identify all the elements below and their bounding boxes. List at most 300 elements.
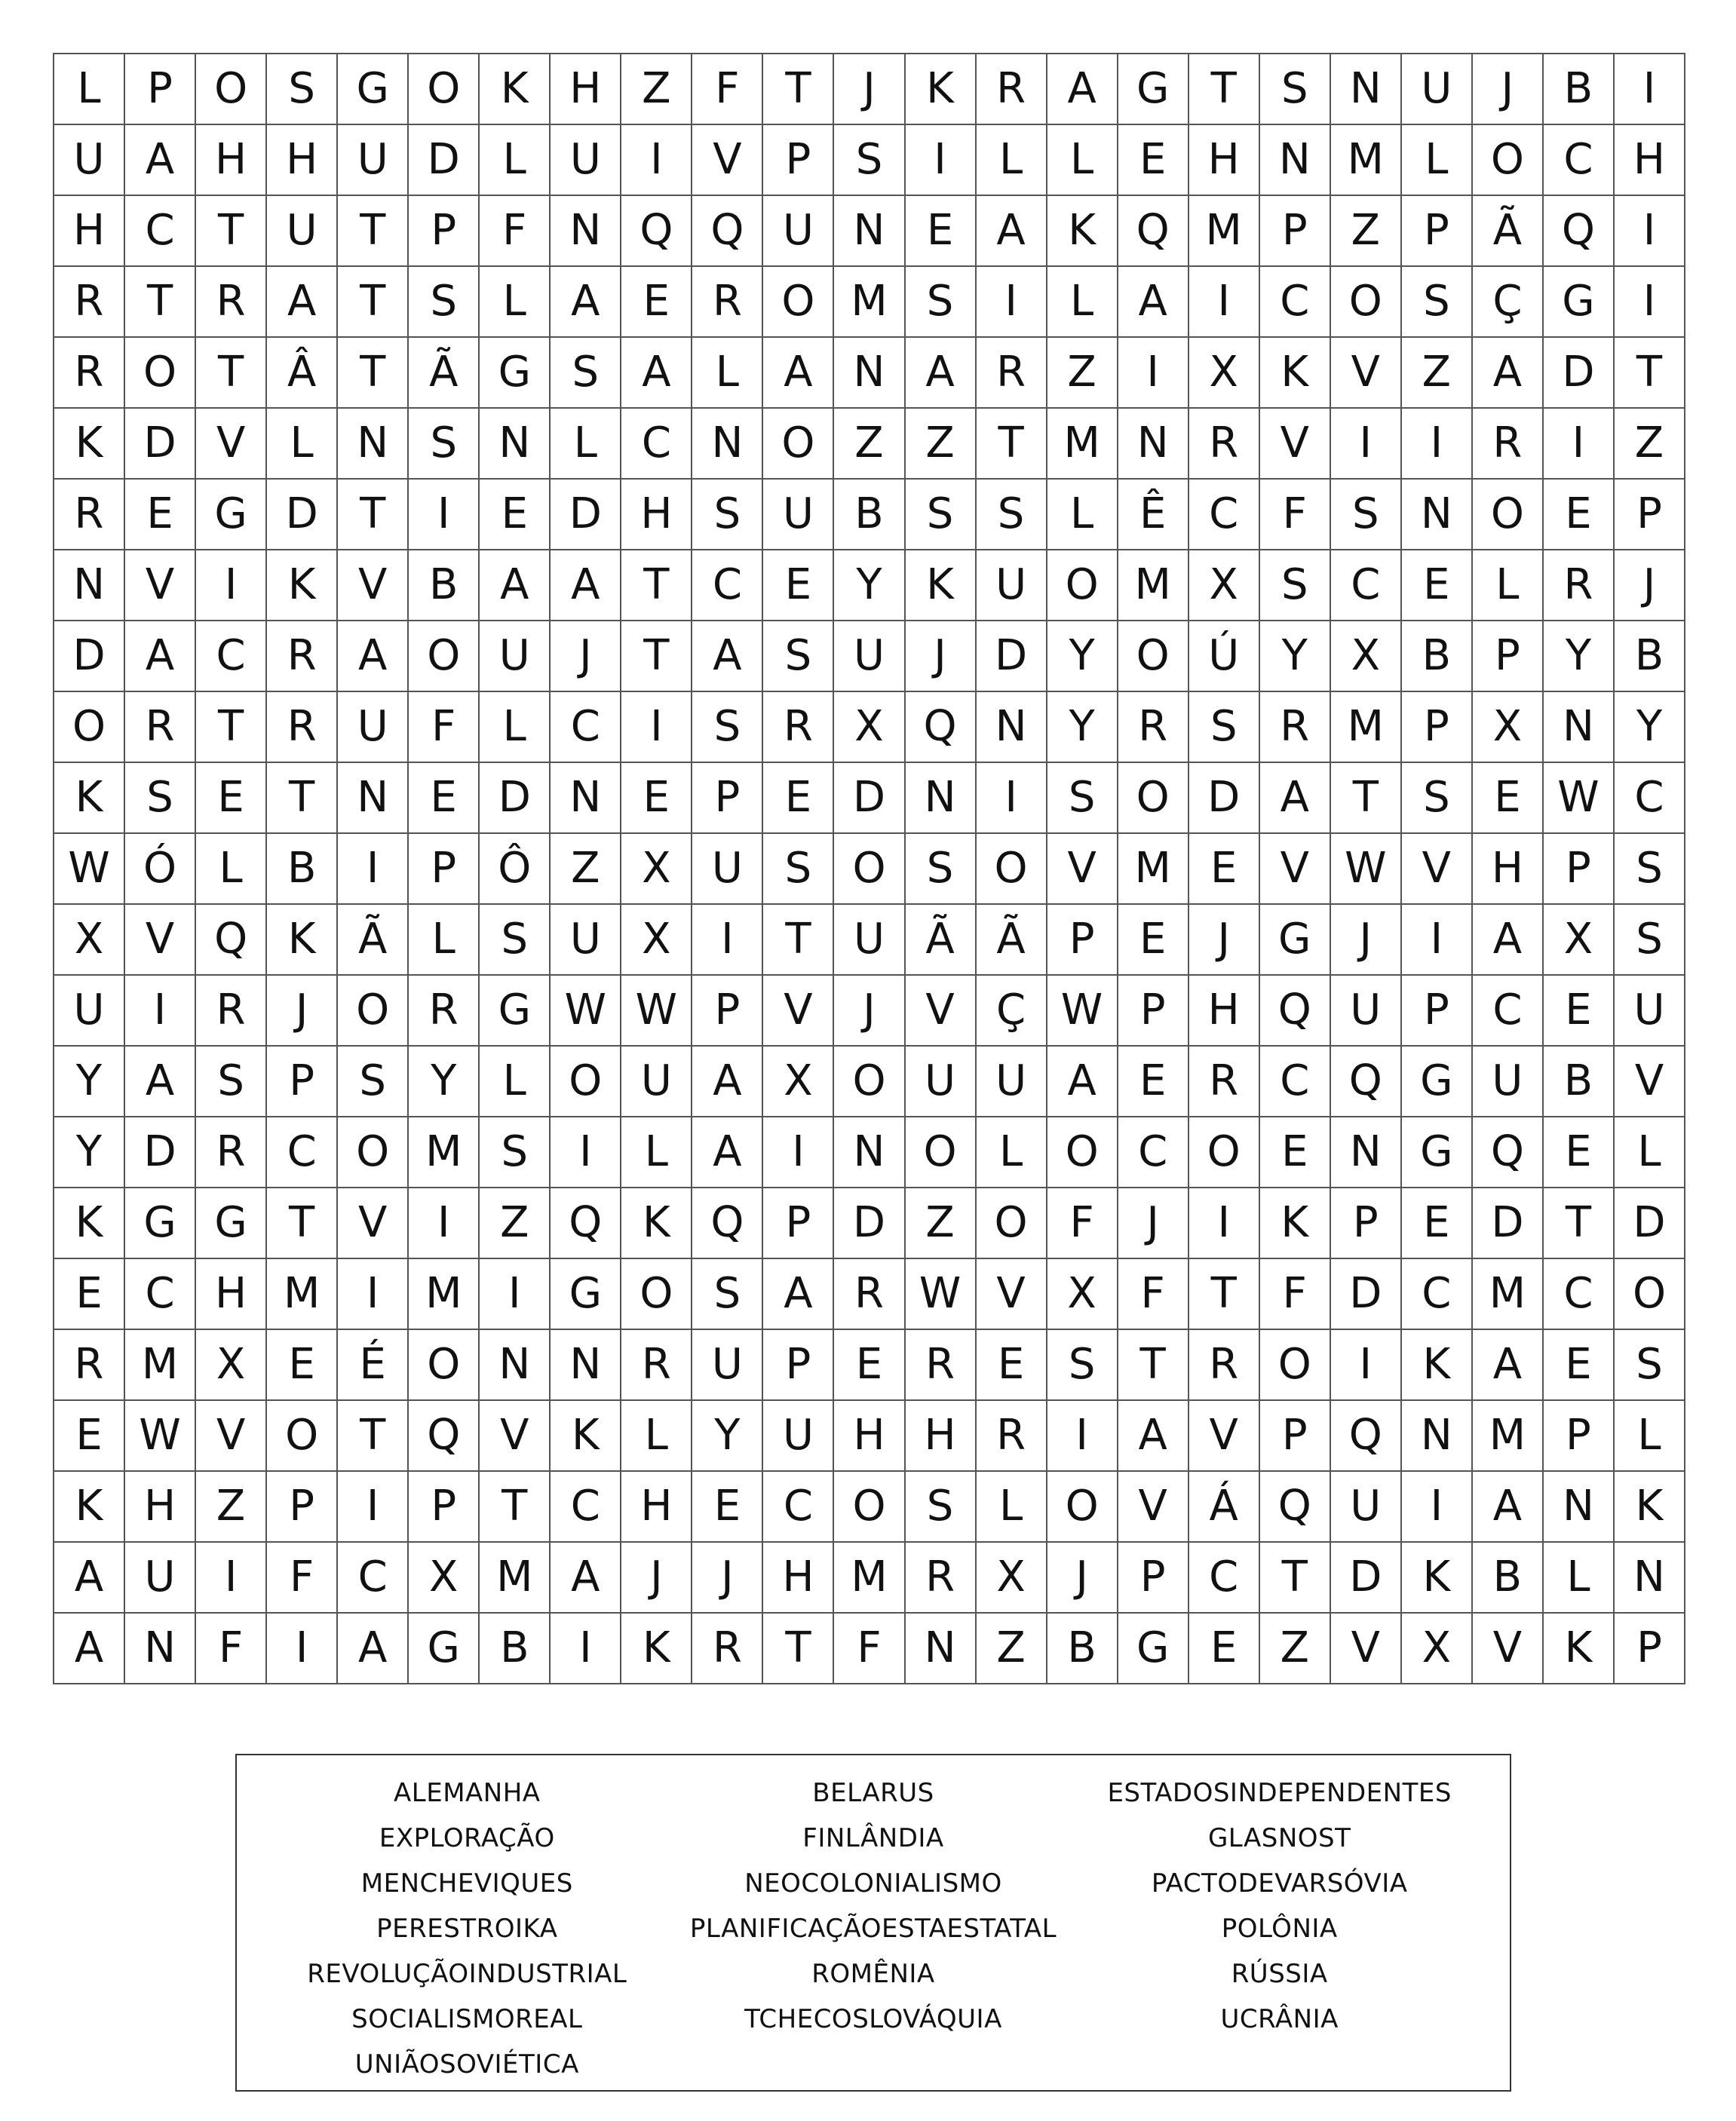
grid-cell[interactable]: A bbox=[125, 621, 196, 692]
grid-cell[interactable]: T bbox=[1118, 1330, 1189, 1401]
grid-cell[interactable]: N bbox=[480, 1330, 551, 1401]
grid-cell[interactable]: O bbox=[977, 834, 1047, 905]
grid-cell[interactable]: L bbox=[692, 338, 763, 409]
grid-cell[interactable]: T bbox=[338, 338, 409, 409]
grid-cell[interactable]: V bbox=[763, 976, 834, 1047]
grid-cell[interactable]: T bbox=[196, 338, 267, 409]
grid-cell[interactable]: D bbox=[1189, 763, 1260, 834]
grid-cell[interactable]: N bbox=[480, 409, 551, 480]
grid-cell[interactable]: O bbox=[1047, 550, 1118, 621]
grid-cell[interactable]: P bbox=[267, 1472, 338, 1543]
grid-cell[interactable]: C bbox=[692, 550, 763, 621]
grid-cell[interactable]: U bbox=[763, 480, 834, 550]
grid-cell[interactable]: Ã bbox=[409, 338, 480, 409]
grid-cell[interactable]: L bbox=[1473, 550, 1544, 621]
grid-cell[interactable]: I bbox=[338, 834, 409, 905]
grid-cell[interactable]: J bbox=[906, 621, 977, 692]
grid-cell[interactable]: H bbox=[196, 1259, 267, 1330]
grid-cell[interactable]: T bbox=[763, 905, 834, 976]
grid-cell[interactable]: X bbox=[621, 905, 692, 976]
grid-cell[interactable]: N bbox=[906, 763, 977, 834]
grid-cell[interactable]: A bbox=[54, 1614, 125, 1684]
grid-cell[interactable]: N bbox=[906, 1614, 977, 1684]
grid-cell[interactable]: Y bbox=[834, 550, 905, 621]
grid-cell[interactable]: G bbox=[1118, 54, 1189, 125]
grid-cell[interactable]: C bbox=[1402, 1259, 1473, 1330]
grid-cell[interactable]: S bbox=[906, 267, 977, 338]
grid-cell[interactable]: J bbox=[1189, 905, 1260, 976]
grid-cell[interactable]: S bbox=[763, 621, 834, 692]
grid-cell[interactable]: U bbox=[763, 196, 834, 267]
grid-cell[interactable]: S bbox=[338, 1047, 409, 1117]
grid-cell[interactable]: U bbox=[480, 621, 551, 692]
grid-cell[interactable]: T bbox=[621, 621, 692, 692]
grid-cell[interactable]: N bbox=[1331, 1117, 1402, 1188]
grid-cell[interactable]: O bbox=[834, 1047, 905, 1117]
grid-cell[interactable]: M bbox=[1331, 125, 1402, 196]
grid-cell[interactable]: I bbox=[1331, 409, 1402, 480]
grid-cell[interactable]: K bbox=[551, 1401, 621, 1472]
grid-cell[interactable]: Q bbox=[1331, 1047, 1402, 1117]
grid-cell[interactable]: G bbox=[196, 1188, 267, 1259]
grid-cell[interactable]: G bbox=[1402, 1117, 1473, 1188]
grid-cell[interactable]: O bbox=[1047, 1117, 1118, 1188]
grid-cell[interactable]: A bbox=[1473, 338, 1544, 409]
grid-cell[interactable]: P bbox=[1118, 1543, 1189, 1614]
grid-cell[interactable]: R bbox=[54, 338, 125, 409]
grid-cell[interactable]: L bbox=[1402, 125, 1473, 196]
grid-cell[interactable]: F bbox=[1260, 1259, 1331, 1330]
grid-cell[interactable]: Z bbox=[480, 1188, 551, 1259]
grid-cell[interactable]: X bbox=[196, 1330, 267, 1401]
grid-cell[interactable]: V bbox=[977, 1259, 1047, 1330]
grid-cell[interactable]: C bbox=[1189, 1543, 1260, 1614]
grid-cell[interactable]: B bbox=[1615, 621, 1685, 692]
grid-cell[interactable]: T bbox=[763, 54, 834, 125]
grid-cell[interactable]: J bbox=[621, 1543, 692, 1614]
grid-cell[interactable]: I bbox=[1615, 54, 1685, 125]
grid-cell[interactable]: Q bbox=[1544, 196, 1615, 267]
grid-cell[interactable]: X bbox=[1189, 550, 1260, 621]
grid-cell[interactable]: Ú bbox=[1189, 621, 1260, 692]
grid-cell[interactable]: Z bbox=[1331, 196, 1402, 267]
grid-cell[interactable]: Z bbox=[977, 1614, 1047, 1684]
grid-cell[interactable]: K bbox=[621, 1188, 692, 1259]
grid-cell[interactable]: G bbox=[480, 976, 551, 1047]
grid-cell[interactable]: U bbox=[125, 1543, 196, 1614]
grid-cell[interactable]: B bbox=[834, 480, 905, 550]
grid-cell[interactable]: T bbox=[338, 267, 409, 338]
grid-cell[interactable]: I bbox=[906, 125, 977, 196]
grid-cell[interactable]: D bbox=[409, 125, 480, 196]
grid-cell[interactable]: G bbox=[480, 338, 551, 409]
grid-cell[interactable]: E bbox=[54, 1259, 125, 1330]
grid-cell[interactable]: P bbox=[409, 196, 480, 267]
grid-cell[interactable]: R bbox=[1189, 1330, 1260, 1401]
grid-cell[interactable]: K bbox=[1260, 338, 1331, 409]
grid-cell[interactable]: B bbox=[1473, 1543, 1544, 1614]
grid-cell[interactable]: A bbox=[1473, 1330, 1544, 1401]
grid-cell[interactable]: V bbox=[125, 905, 196, 976]
grid-cell[interactable]: Ã bbox=[906, 905, 977, 976]
grid-cell[interactable]: D bbox=[267, 480, 338, 550]
grid-cell[interactable]: O bbox=[338, 976, 409, 1047]
grid-cell[interactable]: H bbox=[1189, 125, 1260, 196]
grid-cell[interactable]: T bbox=[1615, 338, 1685, 409]
grid-cell[interactable]: I bbox=[409, 480, 480, 550]
grid-cell[interactable]: N bbox=[1615, 1543, 1685, 1614]
grid-cell[interactable]: K bbox=[1615, 1472, 1685, 1543]
grid-cell[interactable]: H bbox=[1615, 125, 1685, 196]
grid-cell[interactable]: G bbox=[1118, 1614, 1189, 1684]
grid-cell[interactable]: N bbox=[54, 550, 125, 621]
grid-cell[interactable]: I bbox=[1402, 409, 1473, 480]
grid-cell[interactable]: G bbox=[1544, 267, 1615, 338]
grid-cell[interactable]: V bbox=[1331, 1614, 1402, 1684]
grid-cell[interactable]: U bbox=[692, 834, 763, 905]
grid-cell[interactable]: S bbox=[480, 1117, 551, 1188]
grid-cell[interactable]: C bbox=[338, 1543, 409, 1614]
grid-cell[interactable]: I bbox=[1047, 1401, 1118, 1472]
grid-cell[interactable]: A bbox=[692, 621, 763, 692]
grid-cell[interactable]: S bbox=[1260, 54, 1331, 125]
grid-cell[interactable]: L bbox=[1047, 480, 1118, 550]
grid-cell[interactable]: J bbox=[267, 976, 338, 1047]
grid-cell[interactable]: A bbox=[54, 1543, 125, 1614]
grid-cell[interactable]: E bbox=[54, 1401, 125, 1472]
grid-cell[interactable]: K bbox=[1402, 1330, 1473, 1401]
grid-cell[interactable]: V bbox=[125, 550, 196, 621]
grid-cell[interactable]: H bbox=[1473, 834, 1544, 905]
grid-cell[interactable]: E bbox=[480, 480, 551, 550]
grid-cell[interactable]: Q bbox=[692, 196, 763, 267]
grid-cell[interactable]: F bbox=[692, 54, 763, 125]
grid-cell[interactable]: P bbox=[692, 976, 763, 1047]
grid-cell[interactable]: A bbox=[338, 1614, 409, 1684]
grid-cell[interactable]: X bbox=[1544, 905, 1615, 976]
grid-cell[interactable]: V bbox=[1331, 338, 1402, 409]
grid-cell[interactable]: O bbox=[1331, 267, 1402, 338]
grid-cell[interactable]: F bbox=[409, 692, 480, 763]
grid-cell[interactable]: R bbox=[196, 1117, 267, 1188]
grid-cell[interactable]: L bbox=[409, 905, 480, 976]
grid-cell[interactable]: F bbox=[834, 1614, 905, 1684]
grid-cell[interactable]: Y bbox=[54, 1047, 125, 1117]
grid-cell[interactable]: S bbox=[1615, 1330, 1685, 1401]
grid-cell[interactable]: M bbox=[834, 267, 905, 338]
grid-cell[interactable]: F bbox=[267, 1543, 338, 1614]
grid-cell[interactable]: H bbox=[267, 125, 338, 196]
grid-cell[interactable]: I bbox=[621, 692, 692, 763]
grid-cell[interactable]: Z bbox=[834, 409, 905, 480]
grid-cell[interactable]: M bbox=[480, 1543, 551, 1614]
grid-cell[interactable]: E bbox=[1189, 834, 1260, 905]
grid-cell[interactable]: X bbox=[1331, 621, 1402, 692]
grid-cell[interactable]: B bbox=[409, 550, 480, 621]
grid-cell[interactable]: K bbox=[267, 550, 338, 621]
grid-cell[interactable]: H bbox=[834, 1401, 905, 1472]
grid-cell[interactable]: S bbox=[1402, 267, 1473, 338]
grid-cell[interactable]: N bbox=[551, 196, 621, 267]
grid-cell[interactable]: P bbox=[1331, 1188, 1402, 1259]
grid-cell[interactable]: R bbox=[1189, 1047, 1260, 1117]
grid-cell[interactable]: L bbox=[621, 1117, 692, 1188]
grid-cell[interactable]: L bbox=[480, 267, 551, 338]
grid-cell[interactable]: R bbox=[267, 692, 338, 763]
grid-cell[interactable]: G bbox=[338, 54, 409, 125]
grid-cell[interactable]: U bbox=[763, 1401, 834, 1472]
grid-cell[interactable]: O bbox=[1047, 1472, 1118, 1543]
grid-cell[interactable]: T bbox=[267, 1188, 338, 1259]
grid-cell[interactable]: V bbox=[338, 550, 409, 621]
grid-cell[interactable]: G bbox=[196, 480, 267, 550]
grid-cell[interactable]: E bbox=[906, 196, 977, 267]
grid-cell[interactable]: K bbox=[906, 550, 977, 621]
grid-cell[interactable]: T bbox=[338, 480, 409, 550]
grid-cell[interactable]: R bbox=[906, 1330, 977, 1401]
grid-cell[interactable]: T bbox=[267, 763, 338, 834]
grid-cell[interactable]: G bbox=[1260, 905, 1331, 976]
grid-cell[interactable]: E bbox=[409, 763, 480, 834]
grid-cell[interactable]: E bbox=[125, 480, 196, 550]
grid-cell[interactable]: O bbox=[338, 1117, 409, 1188]
grid-cell[interactable]: M bbox=[267, 1259, 338, 1330]
grid-cell[interactable]: P bbox=[1047, 905, 1118, 976]
grid-cell[interactable]: H bbox=[621, 1472, 692, 1543]
grid-cell[interactable]: E bbox=[1402, 1188, 1473, 1259]
grid-cell[interactable]: U bbox=[338, 125, 409, 196]
grid-cell[interactable]: L bbox=[480, 1047, 551, 1117]
grid-cell[interactable]: X bbox=[834, 692, 905, 763]
grid-cell[interactable]: E bbox=[1544, 1330, 1615, 1401]
grid-cell[interactable]: R bbox=[906, 1543, 977, 1614]
grid-cell[interactable]: Ç bbox=[1473, 267, 1544, 338]
grid-cell[interactable]: I bbox=[1615, 196, 1685, 267]
grid-cell[interactable]: Q bbox=[409, 1401, 480, 1472]
grid-cell[interactable]: Ã bbox=[338, 905, 409, 976]
grid-cell[interactable]: I bbox=[409, 1188, 480, 1259]
grid-cell[interactable]: S bbox=[977, 480, 1047, 550]
grid-cell[interactable]: Q bbox=[1260, 1472, 1331, 1543]
grid-cell[interactable]: C bbox=[267, 1117, 338, 1188]
grid-cell[interactable]: P bbox=[1544, 1401, 1615, 1472]
grid-cell[interactable]: N bbox=[1544, 692, 1615, 763]
grid-cell[interactable]: V bbox=[1615, 1047, 1685, 1117]
grid-cell[interactable]: P bbox=[1615, 480, 1685, 550]
grid-cell[interactable]: S bbox=[1260, 550, 1331, 621]
grid-cell[interactable]: A bbox=[977, 196, 1047, 267]
grid-cell[interactable]: Q bbox=[1260, 976, 1331, 1047]
grid-cell[interactable]: H bbox=[54, 196, 125, 267]
grid-cell[interactable]: P bbox=[763, 125, 834, 196]
grid-cell[interactable]: R bbox=[1473, 409, 1544, 480]
grid-cell[interactable]: D bbox=[480, 763, 551, 834]
grid-cell[interactable]: Ó bbox=[125, 834, 196, 905]
grid-cell[interactable]: E bbox=[267, 1330, 338, 1401]
grid-cell[interactable]: O bbox=[409, 621, 480, 692]
grid-cell[interactable]: D bbox=[977, 621, 1047, 692]
grid-cell[interactable]: M bbox=[1473, 1259, 1544, 1330]
grid-cell[interactable]: T bbox=[1331, 763, 1402, 834]
grid-cell[interactable]: E bbox=[1402, 550, 1473, 621]
grid-cell[interactable]: O bbox=[1189, 1117, 1260, 1188]
grid-cell[interactable]: S bbox=[1331, 480, 1402, 550]
grid-cell[interactable]: R bbox=[621, 1330, 692, 1401]
grid-cell[interactable]: S bbox=[906, 1472, 977, 1543]
grid-cell[interactable]: E bbox=[1473, 763, 1544, 834]
grid-cell[interactable]: O bbox=[834, 1472, 905, 1543]
grid-cell[interactable]: V bbox=[1189, 1401, 1260, 1472]
grid-cell[interactable]: A bbox=[763, 338, 834, 409]
grid-cell[interactable]: I bbox=[977, 267, 1047, 338]
grid-cell[interactable]: O bbox=[1615, 1259, 1685, 1330]
grid-cell[interactable]: W bbox=[621, 976, 692, 1047]
grid-cell[interactable]: C bbox=[1189, 480, 1260, 550]
grid-cell[interactable]: W bbox=[125, 1401, 196, 1472]
grid-cell[interactable]: B bbox=[480, 1614, 551, 1684]
grid-cell[interactable]: U bbox=[977, 550, 1047, 621]
grid-cell[interactable]: I bbox=[1402, 1472, 1473, 1543]
grid-cell[interactable]: V bbox=[1118, 1472, 1189, 1543]
grid-cell[interactable]: I bbox=[1189, 267, 1260, 338]
grid-cell[interactable]: E bbox=[1118, 905, 1189, 976]
grid-cell[interactable]: M bbox=[1189, 196, 1260, 267]
grid-cell[interactable]: A bbox=[1260, 763, 1331, 834]
grid-cell[interactable]: O bbox=[267, 1401, 338, 1472]
grid-cell[interactable]: G bbox=[551, 1259, 621, 1330]
grid-cell[interactable]: U bbox=[834, 905, 905, 976]
grid-cell[interactable]: H bbox=[125, 1472, 196, 1543]
grid-cell[interactable]: K bbox=[480, 54, 551, 125]
grid-cell[interactable]: M bbox=[834, 1543, 905, 1614]
grid-cell[interactable]: P bbox=[409, 1472, 480, 1543]
grid-cell[interactable]: I bbox=[1402, 905, 1473, 976]
grid-cell[interactable]: G bbox=[125, 1188, 196, 1259]
grid-cell[interactable]: O bbox=[125, 338, 196, 409]
grid-cell[interactable]: L bbox=[480, 125, 551, 196]
grid-cell[interactable]: X bbox=[1402, 1614, 1473, 1684]
grid-cell[interactable]: V bbox=[1260, 409, 1331, 480]
grid-cell[interactable]: H bbox=[621, 480, 692, 550]
grid-cell[interactable]: D bbox=[1331, 1543, 1402, 1614]
grid-cell[interactable]: Z bbox=[906, 1188, 977, 1259]
grid-cell[interactable]: F bbox=[1260, 480, 1331, 550]
grid-cell[interactable]: V bbox=[1402, 834, 1473, 905]
grid-cell[interactable]: Y bbox=[409, 1047, 480, 1117]
grid-cell[interactable]: Ç bbox=[977, 976, 1047, 1047]
grid-cell[interactable]: T bbox=[338, 1401, 409, 1472]
grid-cell[interactable]: D bbox=[125, 409, 196, 480]
grid-cell[interactable]: B bbox=[1047, 1614, 1118, 1684]
grid-cell[interactable]: J bbox=[692, 1543, 763, 1614]
grid-cell[interactable]: T bbox=[480, 1472, 551, 1543]
grid-cell[interactable]: C bbox=[125, 196, 196, 267]
grid-cell[interactable]: R bbox=[1260, 692, 1331, 763]
grid-cell[interactable]: F bbox=[196, 1614, 267, 1684]
grid-cell[interactable]: J bbox=[834, 976, 905, 1047]
grid-cell[interactable]: X bbox=[763, 1047, 834, 1117]
grid-cell[interactable]: R bbox=[196, 267, 267, 338]
grid-cell[interactable]: S bbox=[125, 763, 196, 834]
grid-cell[interactable]: P bbox=[1473, 621, 1544, 692]
grid-cell[interactable]: S bbox=[551, 338, 621, 409]
grid-cell[interactable]: O bbox=[196, 54, 267, 125]
grid-cell[interactable]: A bbox=[1473, 905, 1544, 976]
grid-cell[interactable]: E bbox=[1118, 1047, 1189, 1117]
grid-cell[interactable]: C bbox=[551, 1472, 621, 1543]
grid-cell[interactable]: H bbox=[1189, 976, 1260, 1047]
grid-cell[interactable]: B bbox=[1402, 621, 1473, 692]
grid-cell[interactable]: A bbox=[1473, 1472, 1544, 1543]
grid-cell[interactable]: S bbox=[267, 54, 338, 125]
grid-cell[interactable]: Z bbox=[906, 409, 977, 480]
grid-cell[interactable]: E bbox=[763, 550, 834, 621]
grid-cell[interactable]: N bbox=[1402, 1401, 1473, 1472]
grid-cell[interactable]: C bbox=[1331, 550, 1402, 621]
grid-cell[interactable]: C bbox=[1260, 1047, 1331, 1117]
grid-cell[interactable]: E bbox=[621, 763, 692, 834]
grid-cell[interactable]: V bbox=[480, 1401, 551, 1472]
grid-cell[interactable]: U bbox=[551, 905, 621, 976]
grid-cell[interactable]: S bbox=[1615, 905, 1685, 976]
grid-cell[interactable]: Y bbox=[1615, 692, 1685, 763]
grid-cell[interactable]: J bbox=[834, 54, 905, 125]
grid-cell[interactable]: L bbox=[551, 409, 621, 480]
grid-cell[interactable]: S bbox=[763, 834, 834, 905]
grid-cell[interactable]: D bbox=[1544, 338, 1615, 409]
grid-cell[interactable]: I bbox=[196, 1543, 267, 1614]
grid-cell[interactable]: T bbox=[1189, 1259, 1260, 1330]
grid-cell[interactable]: E bbox=[834, 1330, 905, 1401]
grid-cell[interactable]: N bbox=[1402, 480, 1473, 550]
grid-cell[interactable]: H bbox=[763, 1543, 834, 1614]
grid-cell[interactable]: D bbox=[1331, 1259, 1402, 1330]
grid-cell[interactable]: K bbox=[54, 409, 125, 480]
grid-cell[interactable]: I bbox=[977, 763, 1047, 834]
grid-cell[interactable]: S bbox=[692, 480, 763, 550]
grid-cell[interactable]: W bbox=[1544, 763, 1615, 834]
grid-cell[interactable]: M bbox=[1118, 834, 1189, 905]
grid-cell[interactable]: D bbox=[54, 621, 125, 692]
grid-cell[interactable]: N bbox=[1118, 409, 1189, 480]
grid-cell[interactable]: L bbox=[54, 54, 125, 125]
grid-cell[interactable]: N bbox=[834, 1117, 905, 1188]
grid-cell[interactable]: Q bbox=[196, 905, 267, 976]
grid-cell[interactable]: I bbox=[692, 905, 763, 976]
grid-cell[interactable]: C bbox=[196, 621, 267, 692]
grid-cell[interactable]: P bbox=[1118, 976, 1189, 1047]
grid-cell[interactable]: V bbox=[1260, 834, 1331, 905]
grid-cell[interactable]: R bbox=[409, 976, 480, 1047]
grid-cell[interactable]: K bbox=[1544, 1614, 1615, 1684]
grid-cell[interactable]: R bbox=[196, 976, 267, 1047]
grid-cell[interactable]: E bbox=[1118, 125, 1189, 196]
grid-cell[interactable]: U bbox=[338, 692, 409, 763]
grid-cell[interactable]: C bbox=[1260, 267, 1331, 338]
grid-cell[interactable]: C bbox=[621, 409, 692, 480]
grid-cell[interactable]: I bbox=[1189, 1188, 1260, 1259]
grid-cell[interactable]: T bbox=[338, 196, 409, 267]
grid-cell[interactable]: V bbox=[1047, 834, 1118, 905]
grid-cell[interactable]: I bbox=[1544, 409, 1615, 480]
grid-cell[interactable]: J bbox=[1047, 1543, 1118, 1614]
grid-cell[interactable]: S bbox=[1047, 763, 1118, 834]
grid-cell[interactable]: U bbox=[834, 621, 905, 692]
grid-cell[interactable]: H bbox=[196, 125, 267, 196]
grid-cell[interactable]: S bbox=[692, 692, 763, 763]
grid-cell[interactable]: C bbox=[1473, 976, 1544, 1047]
grid-cell[interactable]: G bbox=[1402, 1047, 1473, 1117]
